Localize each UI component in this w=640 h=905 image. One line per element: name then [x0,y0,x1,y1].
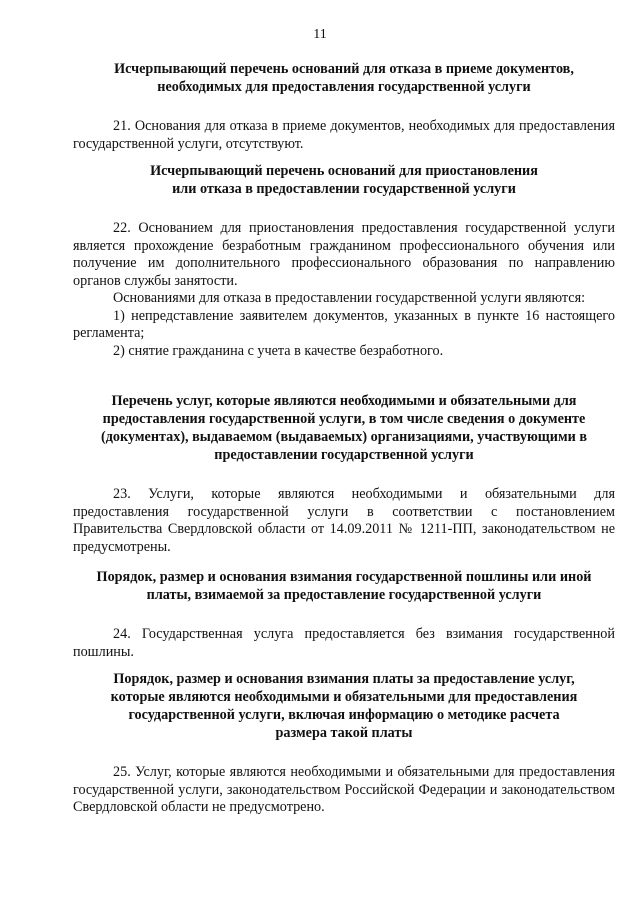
page-number: 11 [313,27,327,42]
paragraph-21: 21. Основания для отказа в приеме документов, необходимых для предоставления государственной услуги, отсутствуют. [73,118,615,152]
heading-line: Перечень услуг, которые являются необходимыми и обязательными для [111,393,577,409]
section-heading [73,392,615,464]
paragraph-22: 22. Основанием для приостановления предоставления государственной услуги является прохождение безработным гражданином профессионального обучения или получение им дополнительного профессионального образования по направлению органов службы занятости. [73,220,615,289]
heading-line: предоставления государственной услуги, в том числе сведения о документе [102,411,586,427]
section-heading [73,568,615,604]
heading-line: платы, взимаемой за предоставление государственной услуги [146,587,542,603]
paragraph-item-1: 1) непредставление заявителем документов, указанных в пункте 16 настоящего регламента; [73,307,615,341]
section-suspension-refusal [73,162,615,360]
paragraph-23: 23. Услуги, которые являются необходимыми и обязательными для предоставления государственной услуги в соответствии с постановлением Правительства Свердловской области от 14.09.2011 № 1211-ПП, законодательством не предусмотрены. [73,486,615,555]
heading-line: размера такой платы [275,725,413,741]
section-fee-for-services [73,670,615,817]
section-heading [73,60,615,96]
section-required-services [73,392,615,556]
heading-line: (документах), выдаваемом (выдаваемых) организациями, участвующими в [100,429,587,445]
heading-line: необходимых для предоставления государственной услуги [157,79,531,95]
heading-line: Порядок, размер и основания взимания государственной пошлины или иной [96,569,592,585]
section-heading [73,670,615,742]
heading-line: государственной услуги, включая информацию о методике расчета [128,707,560,723]
paragraph-item-2: 2) снятие гражданина с учета в качестве безработного. [113,342,444,359]
section-state-fee [73,568,615,661]
heading-line: Порядок, размер и основания взимания платы за предоставление услуг, [113,671,575,687]
heading-line: Исчерпывающий перечень оснований для приостановления [150,163,538,179]
section-refusal-acceptance [73,60,615,153]
paragraph-refusal-grounds: Основаниями для отказа в предоставлении государственной услуги являются: [113,290,586,306]
section-heading [73,162,615,198]
paragraph-25: 25. Услуг, которые являются необходимыми и обязательными для предоставления государственной услуги, законодательством Российской Федерации и законодательством Свердловской области не предусмотрено. [73,764,615,815]
paragraph-24: 24. Государственная услуга предоставляется без взимания государственной пошлины. [73,626,615,660]
heading-line: или отказа в предоставлении государственной услуги [172,181,516,197]
heading-line: предоставлении государственной услуги [214,447,474,463]
heading-line: которые являются необходимыми и обязательными для предоставления [110,689,578,705]
heading-line: Исчерпывающий перечень оснований для отказа в приеме документов, [114,61,574,77]
